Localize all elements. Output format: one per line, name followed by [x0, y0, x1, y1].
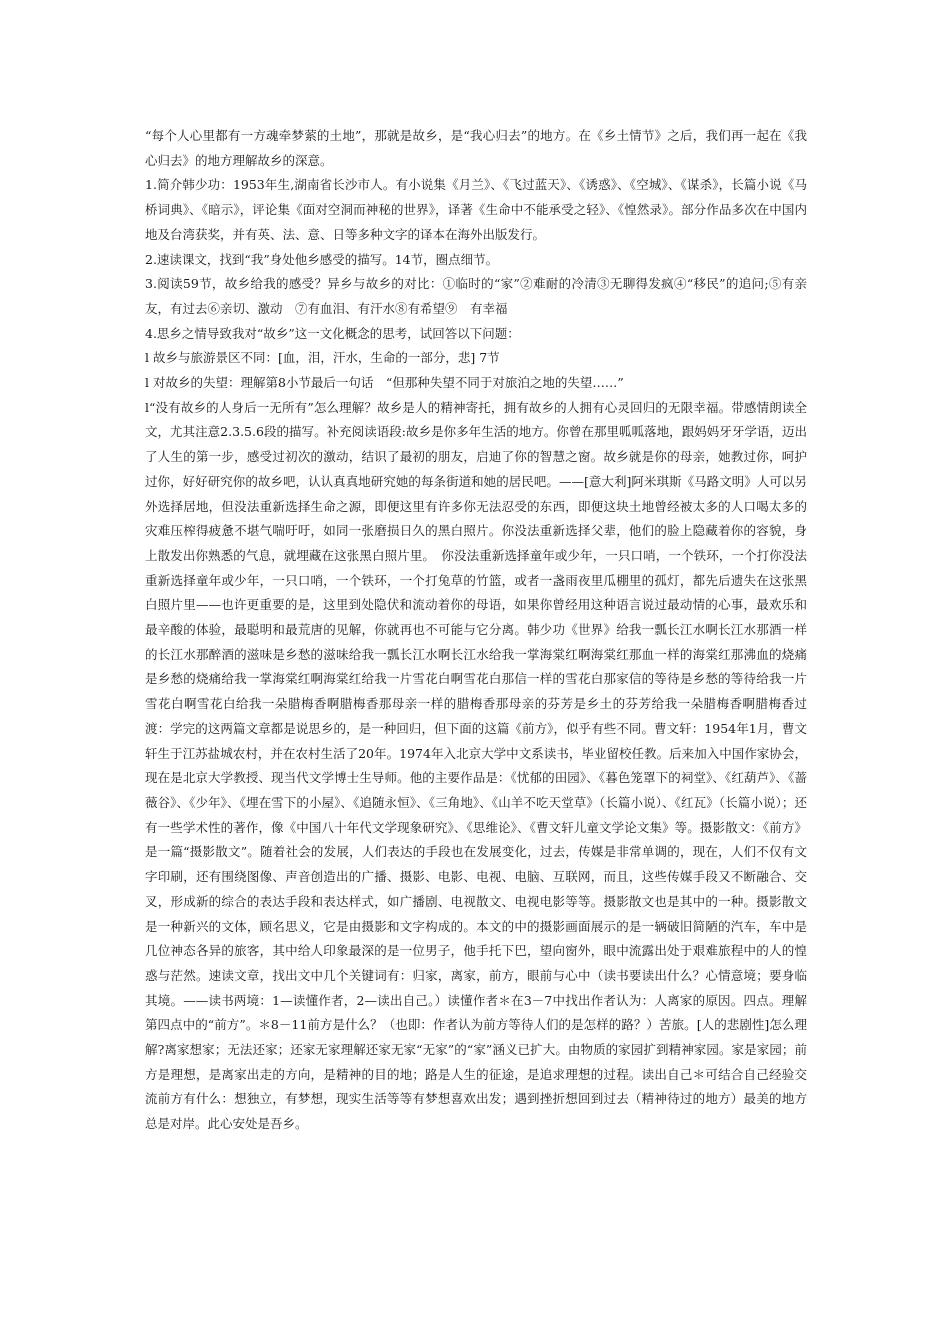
- intro-paragraph: “每个人心里都有一方魂牵梦萦的土地”，那就是故乡，是“我心归去”的地方。在《乡土情节》之后，我们再一起在《我心归去》的地方理解故乡的深意。: [145, 128, 807, 168]
- task-contrast-paragraph: 3.阅读59节，故乡给我的感受？异乡与故乡的对比：①临时的“家”②难耐的冷清③无聊得发疯④“移民”的追问;⑤有亲友，有过去⑥亲切、激动 ⑦有血泪、有汗水⑧有希望⑨ 有幸福: [145, 276, 807, 316]
- author-intro-paragraph: 1.简介韩少功：1953年生,湖南省长沙市人。有小说集《月兰》、《飞过蓝天》、《诱惑》、《空城》、《谋杀》，长篇小说《马桥词典》、《暗示》，评论集《面对空洞而神秘的世界》，译著《生命中不能承受之轻》、《惶然录》。部分作品多次在中国内地及台湾获奖，并有英、法、意、日等多种文字的译本在海外出版发行。: [145, 177, 807, 242]
- main-body-paragraph: l“没有故乡的人身后一无所有”怎么理解？故乡是人的精神寄托，拥有故乡的人拥有心灵回归的无限幸福。带感情朗读全文，尤其注意2.3.5.6段的描写。补充阅读语段:故乡是你多年生活的地方。你曾在那里呱呱落地，跟妈妈牙牙学语，迈出了人生的第一步，感受过初次的激动，结识了最初的朋友，启迪了你的智慧之窗。故乡就是你的母亲，她教过你，呵护过你，好好研究你的故乡吧，认认真真地研究她的每条街道和她的居民吧。——[意大利]阿米琪斯《马路文明》人可以另外选择居地，但没法重新选择生命之源，即便这里有许多你无法忍受的东西，即便这块土地曾经被太多的人口喝太多的灾难压榨得疲惫不堪气喘吁吁，如同一张磨损日久的黑白照片。你没法重新选择父辈，他们的脸上隐藏着你的容貌，身上散发出你熟悉的气息，就埋藏在这张黑白照片里。 你没法重新选择童年或少年，一只口哨，一个铁环，一个打你没法重新选择童年或少年，一只口哨，一个铁环，一个打兔草的竹篮，或者一盏雨夜里瓜棚里的孤灯，都先后遗失在这张黑白照片里——也许更重要的是，这里到处隐伏和流动着你的母语，如果你曾经用这种语言说过最动情的心事，最欢乐和最辛酸的体验，最聪明和最荒唐的见解，你就再也不可能与它分离。韩少功《世界》给我一瓢长江水啊长江水那酒一样的长江水那醉酒的滋味是乡愁的滋味给我一瓢长江水啊长江水给我一掌海棠红啊海棠红那血一样的海棠红那沸血的烧痛是乡愁的烧痛给我一掌海棠红啊海棠红给我一片雪花白啊雪花白那信一样的雪花白那家信的等待是乡愁的等待给我一片雪花白啊雪花白给我一朵腊梅香啊腊梅香那母亲一样的腊梅香那母亲的芬芳是乡土的芬芳给我一朵腊梅香啊腊梅香过渡：学完的这两篇文章都是说思乡的，是一种回归，但下面的这篇《前方》，似乎有些不同。曹文轩：1954年1月，曹文轩生于江苏盐城农村，并在农村生活了20年。1974年入北京大学中文系读书，毕业留校任教。后来加入中国作家协会，现在是北京大学教授、现当代文学博士生导师。他的主要作品是：《忧郁的田园》、《暮色笼罩下的祠堂》、《红葫芦》、《蔷薇谷》、《少年》、《埋在雪下的小屋》、《追随永恒》、《三角地》、《山羊不吃天堂草》（长篇小说）、《红瓦》（长篇小说）；还有一些学术性的著作，像《中国八十年代文学现象研究》、《思维论》、《曹文轩儿童文学论文集》等。摄影散文：《前方》是一篇“摄影散文”。随着社会的发展，人们表达的手段也在发展变化，过去，传媒是非常单调的，现在，人们不仅有文字印刷，还有围绕图像、声音创造出的广播、摄影、电影、电视、电脑、互联网，而且，这些传媒手段又不断融合、交叉，形成新的综合的表达手段和表达样式，如广播剧、电视散文、电视电影等等。摄影散文也是其中的一种。摄影散文是一种新兴的文体，顾名思义，它是由摄影和文字构成的。本文的中的摄影画面展示的是一辆破旧简陋的汽车，车中是几位神态各异的旅客，其中给人印象最深的是一位男子，他手托下巴，望向窗外，眼中流露出处于艰难旅程中的人的惶惑与茫然。速读文章，找出文中几个关键词有：归家，离家，前方，眼前与心中（读书要读出什么？心情意境；要身临其境。——读书两境：1—读懂作者，2—读出自己。）读懂作者＊在3－7中找出作者认为：人离家的原因。四点。理解第四点中的“前方”。＊8－11前方是什么？（也即：作者认为前方等待人们的是怎样的路？）苦旅。[人的悲剧性]怎么理解?离家想家；无法还家；还家无家理解还家无家“无家”的“家”涵义已扩大。由物质的家园扩到精神家园。家是家园；前方是理想，是离家出走的方向，是精神的目的地；路是人生的征途，是追求理想的过程。读出自己＊可结合自己经验交流前方有什么：想独立，有梦想，现实生活等等有梦想喜欢出发；遇到挫折想回到过去（精神待过的地方）最美的地方总是对岸。此心安处是吾乡。: [145, 399, 807, 1132]
- bullet-tourist-paragraph: l 故乡与旅游景区不同：[血，泪，汗水，生命的一部分，悲] 7节: [145, 350, 500, 366]
- task-speed-read-paragraph: 2.速读课文，找到“我”身处他乡感受的描写。14节，圈点细节。: [145, 251, 499, 267]
- task-questions-paragraph: 4.思乡之情导致我对“故乡”这一文化概念的思考，试回答以下问题：: [145, 325, 520, 341]
- document-page: [145, 124, 807, 1137]
- bullet-disappointment-paragraph: l 对故乡的失望：理解第8小节最后一句话 “但那种失望不同于对旅泊之地的失望……”: [145, 375, 624, 391]
